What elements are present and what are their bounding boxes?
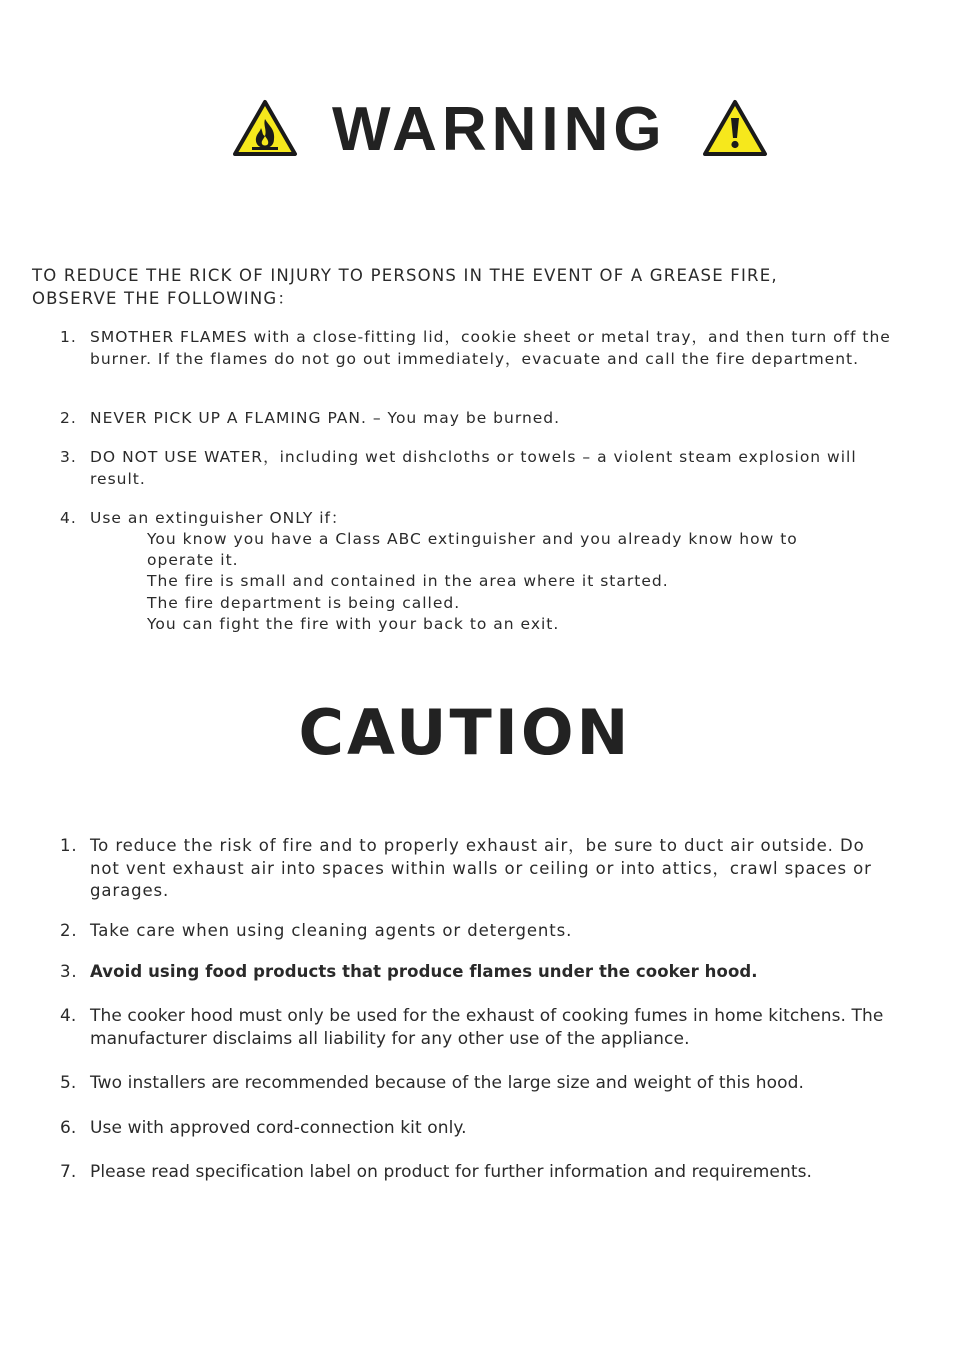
warning-item-text: SMOTHER FLAMES with a close‐fitting lid，cookie sheet or metal tray，and then turn off the burner. If the flames do not go out immediately，evacuate and call the fire department. — [90, 328, 891, 368]
extinguisher-condition: operate it. — [147, 551, 239, 569]
extinguisher-condition: The fire is small and contained in the area where it started. — [147, 572, 669, 590]
warning-item-text: NEVER PICK UP A FLAMING PAN. – You may be burned. — [90, 409, 561, 427]
caution-item-number: 4. — [60, 1006, 77, 1026]
caution-item-text: Avoid using food products that produce flames under the cooker hood. — [90, 962, 758, 981]
warning-intro-line-2: OBSERVE THE FOLLOWING： — [32, 289, 296, 308]
caution-item-number: 7. — [60, 1162, 77, 1182]
caution-item-text: Two installers are recommended because of the large size and weight of this hood. — [90, 1073, 805, 1093]
caution-item-number: 2. — [60, 921, 78, 940]
warning-item-text: Use an extinguisher ONLY if： — [90, 509, 348, 527]
extinguisher-condition: The fire department is being called. — [147, 594, 461, 612]
caution-item-number: 6. — [60, 1118, 77, 1138]
caution-item-text: Please read specification label on product for further information and requirements. — [90, 1162, 813, 1182]
fire-hazard-icon — [232, 99, 298, 157]
warning-item-text: DO NOT USE WATER，including wet dishcloths or towels – a violent steam explosion will result. — [90, 448, 857, 488]
warning-intro-line-1: TO REDUCE THE RICK OF INJURY TO PERSONS IN THE EVENT OF A GREASE FIRE, — [32, 266, 778, 285]
extinguisher-condition: You can fight the fire with your back to an exit. — [147, 615, 560, 633]
caution-item-text: Take care when using cleaning agents or detergents. — [90, 921, 573, 940]
warning-header — [0, 95, 954, 165]
caution-title: CAUTION — [298, 696, 632, 769]
caution-item-text: The cooker hood must only be used for the exhaust of cooking fumes in home kitchens. The manufacturer disclaims all liability for any other use of the appliance. — [90, 1006, 884, 1049]
caution-item-text: Use with approved cord-connection kit only. — [90, 1118, 467, 1138]
warning-intro — [32, 264, 912, 310]
caution-item-number: 1. — [60, 836, 78, 855]
exclamation-hazard-icon — [702, 99, 768, 157]
caution-item-text: To reduce the risk of fire and to properly exhaust air，be sure to duct air outside. Do not vent exhaust air into spaces within walls or ceiling or into attics，crawl spaces or garages. — [90, 836, 872, 900]
warning-item-number: 2. — [60, 409, 77, 427]
caution-item-number: 3. — [60, 962, 78, 981]
warning-item-number: 1. — [60, 328, 77, 346]
extinguisher-condition: You know you have a Class ABC extinguisher and you already know how to — [147, 530, 798, 548]
warning-item-number: 4. — [60, 509, 77, 527]
warning-title: WARNING — [332, 95, 667, 164]
warning-item-number: 3. — [60, 448, 77, 466]
caution-item-number: 5. — [60, 1073, 77, 1093]
